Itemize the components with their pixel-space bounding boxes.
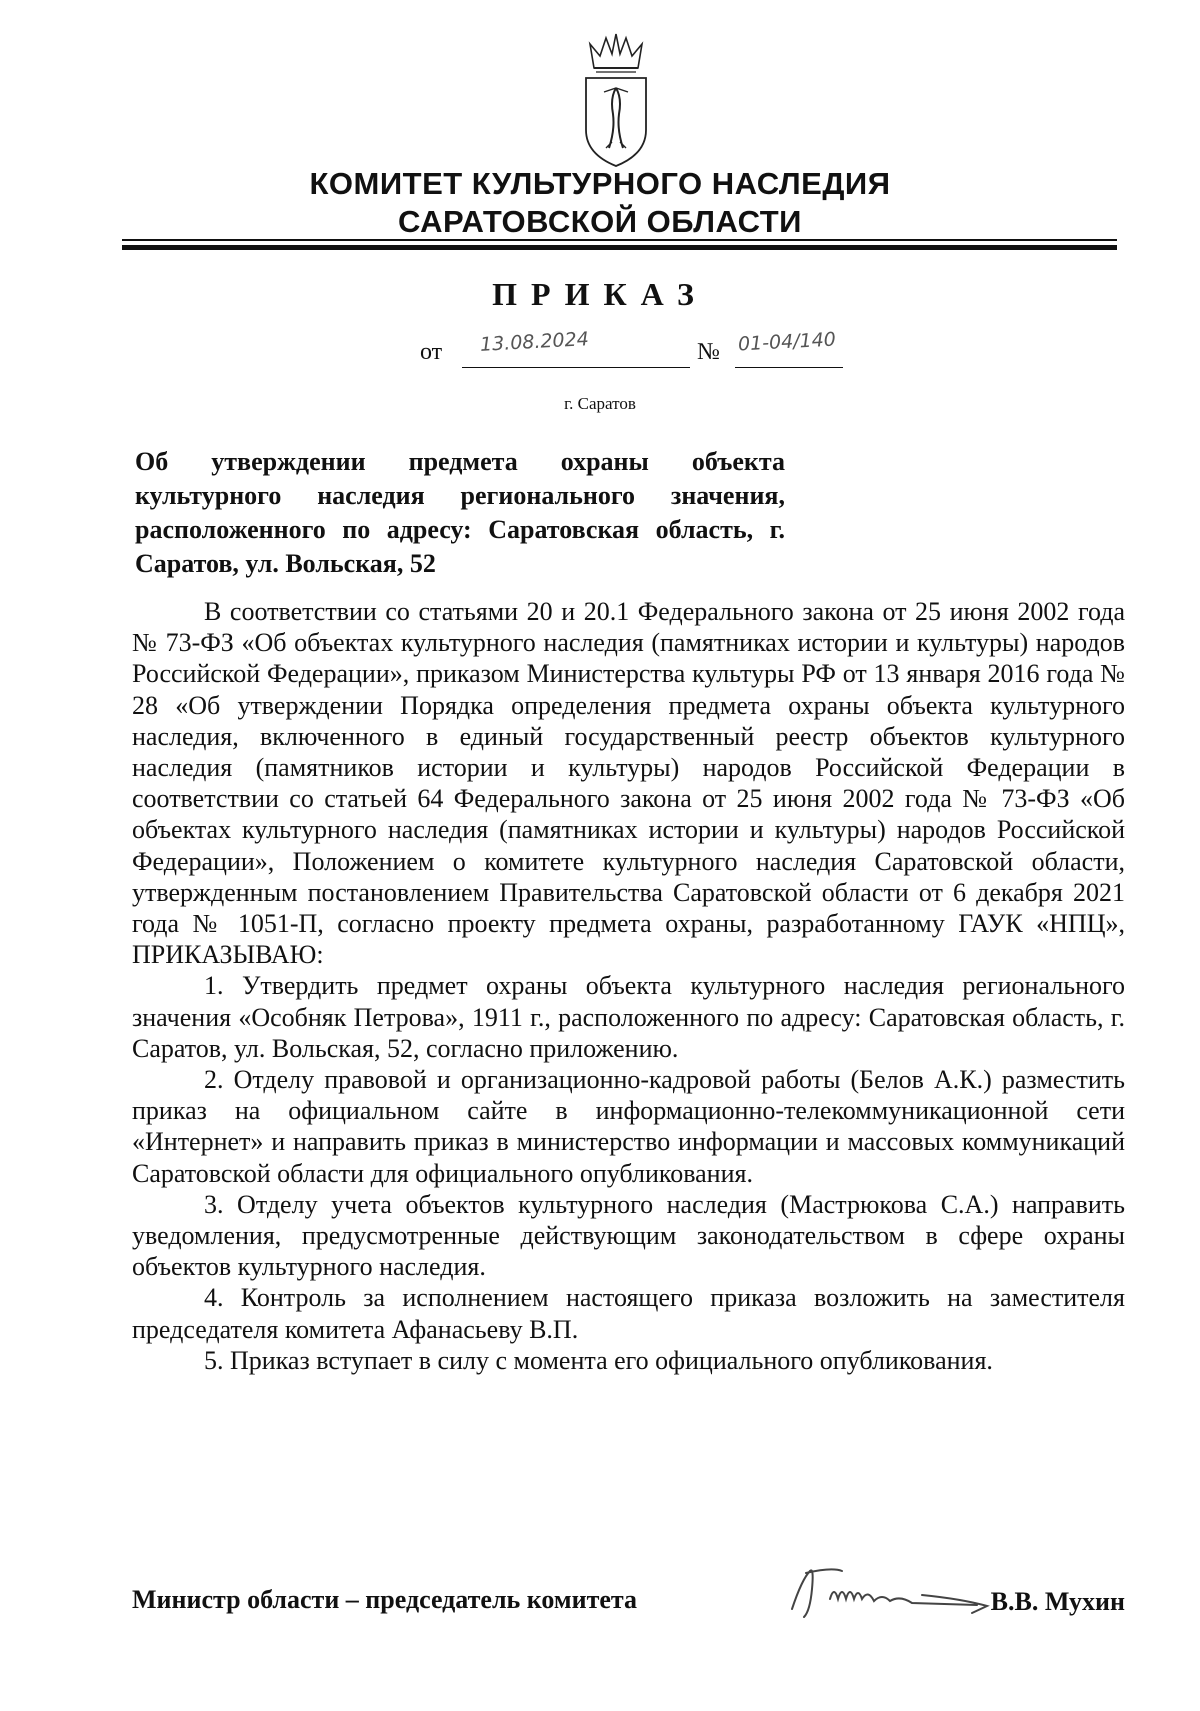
date-blank: [462, 367, 690, 368]
org-name-line-2: САРАТОВСКОЙ ОБЛАСТИ: [398, 204, 802, 239]
signature-block: [132, 1585, 1125, 1635]
saratov-coat-of-arms-icon: [576, 30, 656, 170]
number-blank: [735, 367, 843, 368]
handwritten-signature-icon: [772, 1559, 1002, 1629]
order-item-1: 1. Утвердить предмет охраны объекта культурного наследия регионального значения «Особняк Петрова», 1911 г., расположенного по адресу: Саратовская область, г. Саратов, ул. Вольская, 52, согласно приложению.: [132, 971, 1125, 1063]
org-name-line-1: КОМИТЕТ КУЛЬТУРНОГО НАСЛЕДИЯ: [309, 166, 891, 201]
order-item-4: 4. Контроль за исполнением настоящего приказа возложить на заместителя председателя комитета Афанасьеву В.П.: [132, 1283, 1125, 1344]
handwritten-date: 13.08.2024: [479, 328, 590, 356]
handwritten-number: 01-04/140: [737, 328, 837, 356]
order-item-3: 3. Отделу учета объектов культурного наследия (Мастрюкова С.А.) направить уведомления, предусмотренные действующим законодательством в сфере охраны объектов культурного наследия.: [132, 1189, 1125, 1282]
date-number-line: [420, 328, 880, 375]
date-label: от: [420, 339, 443, 365]
body-intro: В соответствии со статьями 20 и 20.1 Федерального закона от 25 июня 2002 года № 73-ФЗ «Об объектах культурного наследия (памятниках истории и культуры) народов Российской Федерации», приказом Министерства культуры РФ от 13 января 2016 года № 28 «Об утверждении Порядка определения предмета охраны объекта культурного наследия, включенного в единый государственный реестр объектов культурного наследия (памятников истории и культуры) народов Российской Федерации в соответствии со статьей 64 Федерального закона от 25 июня 2002 года № 73-ФЗ «Об объектах культурного наследия (памятниках истории и культуры) народов Российской Федерации», Положением о комитете культурного наследия Саратовской области, утвержденным постановлением Правительства Саратовской области от 6 декабря 2021 года № 1051-П, согласно проекту предмета охраны, разработанному ГАУК «НПЦ», ПРИКАЗЫВАЮ:: [132, 597, 1125, 970]
order-item-5: 5. Приказ вступает в силу с момента его официального опубликования.: [204, 1345, 993, 1375]
header-rule-thin: [122, 239, 1117, 241]
number-label: №: [697, 339, 720, 365]
document-type: ПРИКАЗ: [492, 276, 708, 312]
signer-position: Министр области – председатель комитета: [132, 1585, 638, 1614]
city: г. Саратов: [564, 394, 636, 413]
signer-name: В.В. Мухин: [990, 1587, 1125, 1616]
document-subject: Об утверждении предмета охраны объекта культурного наследия регионального значения, расположенного по адресу: Саратовская область, г. Саратов, ул. Вольская, 52: [135, 447, 785, 578]
order-item-2: 2. Отделу правовой и организационно-кадровой работы (Белов А.К.) разместить приказ на официальном сайте в информационно-телекоммуникационной сети «Интернет» и направить приказ в министерство информации и массовых коммуникаций Саратовской области для официального опубликования.: [132, 1065, 1125, 1188]
header-rule-thick: [122, 245, 1117, 250]
document-body: [132, 596, 1125, 1376]
